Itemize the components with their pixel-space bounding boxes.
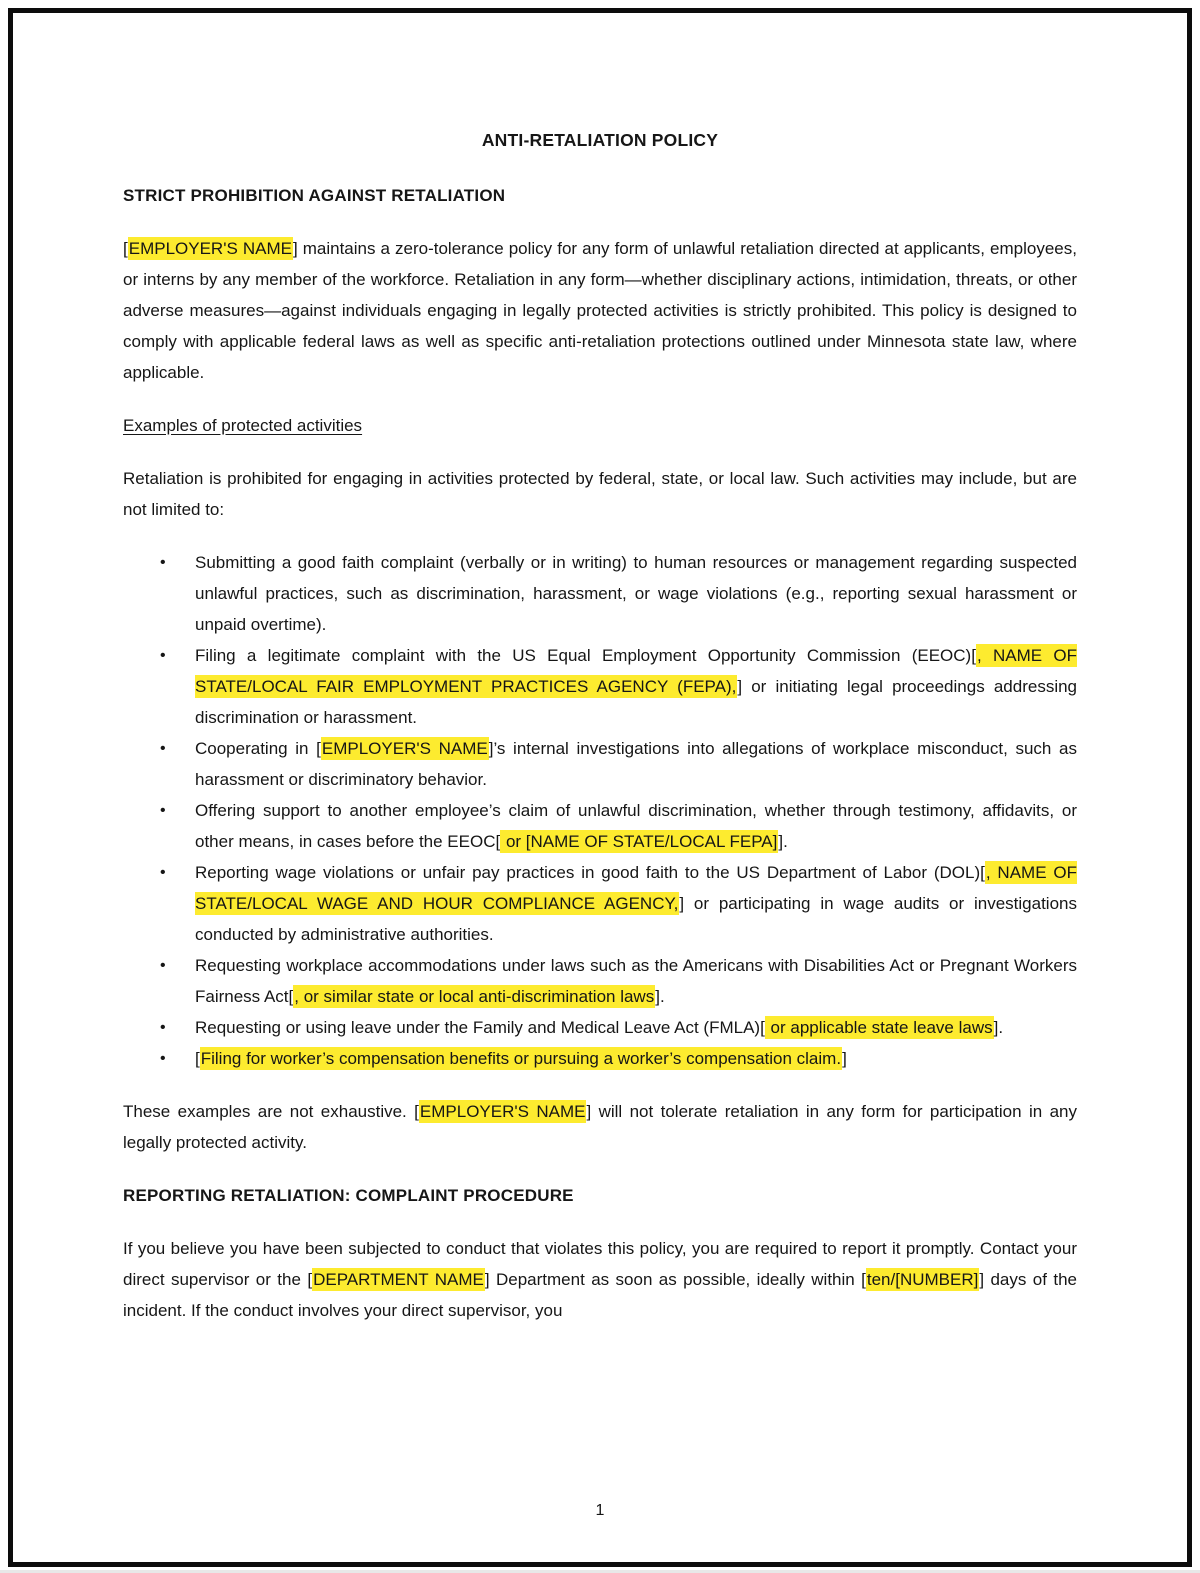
highlight-placeholder: , or similar state or local anti-discrimination laws xyxy=(294,987,655,1006)
bullet-list xyxy=(123,547,1077,1074)
list-item: • Cooperating in [EMPLOYER'S NAME]’s internal investigations into allegations of workplace misconduct, such as harassment or discriminatory behavior. xyxy=(195,733,1077,795)
highlight-placeholder: DEPARTMENT NAME xyxy=(313,1270,484,1289)
highlight-placeholder: , NAME OF STATE/LOCAL FAIR EMPLOYMENT PRACTICES AGENCY (FEPA), xyxy=(195,646,1077,696)
paragraph: Retaliation is prohibited for engaging in activities protected by federal, state, or local law. Such activities may include, but are not limited to: xyxy=(123,469,1077,519)
highlight-placeholder: Filing for worker’s compensation benefits or pursuing a worker’s compensation claim. xyxy=(200,1049,842,1068)
highlight-placeholder: EMPLOYER'S NAME xyxy=(128,239,292,258)
highlight-placeholder: or [NAME OF STATE/LOCAL FEPA] xyxy=(501,832,778,851)
list-item: • Filing a legitimate complaint with the US Equal Employment Opportunity Commission (EEOC)[, NAME OF STATE/LOCAL FAIR EMPLOYMENT PRACTICES AGENCY (FEPA),] or initiating legal proceedings addressing discrimination or harassment. xyxy=(195,640,1077,733)
page-number: 1 xyxy=(595,1502,605,1519)
list-item: • Requesting or using leave under the Family and Medical Leave Act (FMLA)[ or applicable state leave laws]. xyxy=(195,1012,1077,1043)
section-heading: REPORTING RETALIATION: COMPLAINT PROCEDURE xyxy=(123,1186,574,1205)
highlight-placeholder: EMPLOYER'S NAME xyxy=(419,1102,586,1121)
subsection-heading: Examples of protected activities xyxy=(123,416,363,435)
list-item: • [Filing for worker’s compensation benefits or pursuing a worker’s compensation claim.] xyxy=(195,1043,1077,1074)
section-heading: STRICT PROHIBITION AGAINST RETALIATION xyxy=(123,186,506,205)
document-body xyxy=(123,180,1077,1326)
list-item: • Offering support to another employee’s claim of unlawful discrimination, whether through testimony, affidavits, or other means, in cases before the EEOC[ or [NAME OF STATE/LOCAL FEPA]]. xyxy=(195,795,1077,857)
paragraph: [EMPLOYER'S NAME] maintains a zero-tolerance policy for any form of unlawful retaliation directed at applicants, employees, or interns by any member of the workforce. Retaliation in any form—whether disciplinary actions, intimidation, threats, or other adverse measures—against individuals engaging in legally protected activities is strictly prohibited. This policy is designed to comply with applicable federal laws as well as specific anti-retaliation protections outlined under Minnesota state law, where applicable. xyxy=(123,239,1077,382)
list-item: • Submitting a good faith complaint (verbally or in writing) to human resources or management regarding suspected unlawful practices, such as discrimination, harassment, or wage violations (e.g., reporting sexual harassment or unpaid overtime). xyxy=(195,547,1077,640)
paragraph: If you believe you have been subjected to conduct that violates this policy, you are required to report it promptly. Contact your direct supervisor or the [DEPARTMENT NAME] Department as soon as possible, ideally within [ten/[NUMBER]] days of the incident. If the conduct involves your direct supervisor, you xyxy=(123,1239,1077,1320)
list-item: • Requesting workplace accommodations under laws such as the Americans with Disabilities Act or Pregnant Workers Fairness Act[, or similar state or local anti-discrimination laws]. xyxy=(195,950,1077,1012)
highlight-placeholder: , NAME OF STATE/LOCAL WAGE AND HOUR COMPLIANCE AGENCY, xyxy=(195,863,1077,913)
paragraph: These examples are not exhaustive. [EMPLOYER'S NAME] will not tolerate retaliation in any form for participation in any legally protected activity. xyxy=(123,1102,1077,1152)
document-title: ANTI-RETALIATION POLICY xyxy=(481,130,719,150)
list-item: • Reporting wage violations or unfair pay practices in good faith to the US Department of Labor (DOL)[, NAME OF STATE/LOCAL WAGE AND HOUR COMPLIANCE AGENCY,] or participating in wage audits or investigations conducted by administrative authorities. xyxy=(195,857,1077,950)
highlight-placeholder: ten/[NUMBER] xyxy=(866,1270,979,1289)
highlight-placeholder: or applicable state leave laws xyxy=(765,1018,993,1037)
highlight-placeholder: EMPLOYER'S NAME xyxy=(321,739,488,758)
document-content xyxy=(13,13,1187,1562)
